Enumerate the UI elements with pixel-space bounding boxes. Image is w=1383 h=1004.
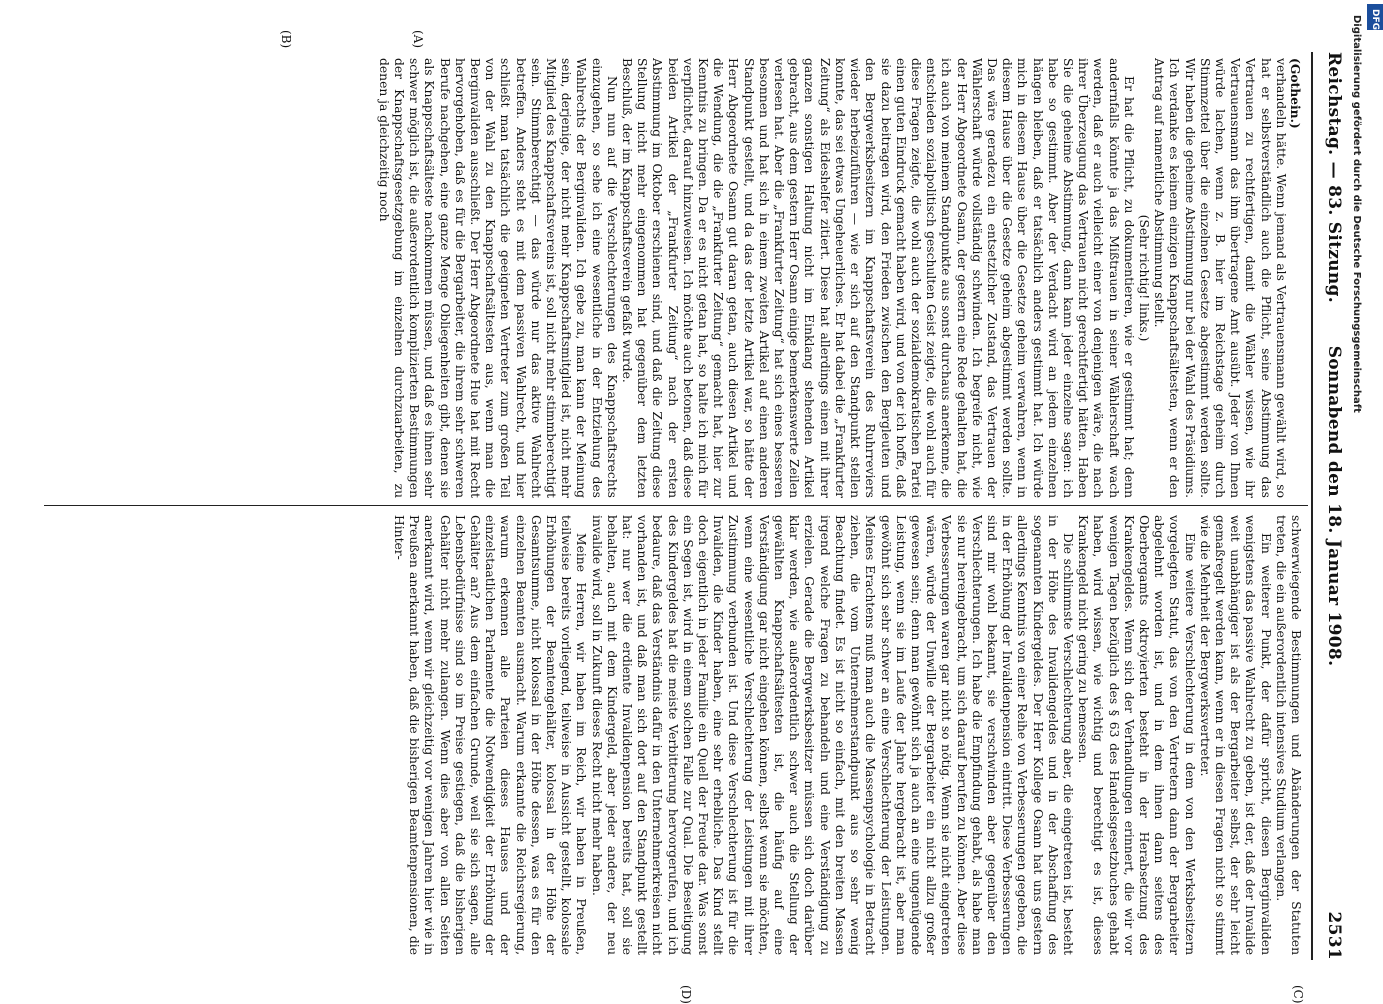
margin-marker-d: (D) <box>679 985 693 1004</box>
left-column <box>44 58 1303 498</box>
paragraph: Die schlimmste Verschlechterung aber, die eingetreten ist, besteht in der Höhe des Invalidengeldes und in der Abschaffung des sogenannten Kindergeldes. Der Herr Kollege Osann hat uns gestern allerdings Kenntnis von einer Reihe von Verbesserungen gegeben, die in der Erhöhung der Invalidenpension eintritt. Diese Verbesserungen sind mir wohl bekannt, sie verschwinden aber gegenüber den Verschlechterungen. Ich habe die Empfindung gehabt, als habe man sie nur hereingebracht, um sich darauf berufen zu können. Aber diese Verbesserungen waren gar nicht so nötig. Wenn sie nicht eingetreten wären, würde der Unwille der Bergarbeiter ein nicht allzu großer gewesen sein; denn man gewöhnt sich ja auch an eine ungenügende Leistung, wenn sie im Laufe der Jahre hergebracht ist, aber man gewöhnt sich sehr schwer an eine Verschlechterung der Leistungen. Meines Erachtens muß man auch die Massenpsychologie in Betracht ziehen, die vom Unternehmerstandpunkt aus so sehr wenig Beachtung findet. Es ist nicht so einfach, mit den breiten Massen irgend welche Fragen zu behandeln und eine Verständigung zu erzielen. Gerade die Bergwerksbesitzer müssen sich doch darüber klar werden, wie außerordentlich schwer auch die Stellung der gewählten Knappschaftsältesten ist, die häufig auf eine Verständigung gar nicht eingehen können, selbst wenn sie möchten, wenn eine wesentliche Verschlechterung der Leistungen mit ihrer Zustimmung verbunden ist. Und diese Verschlechterung ist für die Invaliden, die Kinder haben, eine sehr erhebliche. Das Kind stellt doch eigentlich in jeder Familie ein Quell der Freude dar. Was sonst ein Segen ist, wird in einem solchen Falle zur Qual. Die Beseitigung des Kindergeldes hat die meiste Verbitterung hervorgerufen, und ich bedaure, daß das Verständnis dafür in den Unternehmerkreisen nicht vorhanden ist, und daß man sich dort auf den Standpunkt gestellt hat: nur wer die erdiente Invalidenpension bereits hat, soll sie behalten, auch mit dem Kindergeld, aber jeder andere, der neu invalide wird, soll in Zukunft dieses Recht nicht mehr haben. <box>589 515 1075 955</box>
speaker-name: (Gothein.) <box>1288 58 1303 129</box>
right-column <box>44 515 1303 955</box>
paragraph: Er hat die Pflicht, zu dokumentieren, wie er gestimmt hat; denn andernfalls könnte ja das Mißtrauen in seiner Wählerschaft wach werden, daß er auch vielleicht einer von denjenigen wäre, die nach ihrer Überzeugung das Vertrauen nicht gerechtfertigt hätten. Haben Sie die geheime Abstimmung, dann kann jeder einzelne sagen: ich habe so gestimmt. Aber der Verdacht wird an jedem einzelnen hängen bleiben, daß er tatsächlich anders gestimmt hat. Ich würde mich in diesem Hause über die Gesetze geheim verwahren, wenn in diesem Hause über die Gesetze geheim abgestimmt werden sollte. Das wäre geradezu ein entsetzlicher Zustand, das Vertrauen der Wählerschaft würde vollständig schwinden. Ich begreife nicht, wie der Herr Abgeordnete Osann, der gestern eine Rede gehalten hat, die ich auch von meinem Standpunkte aus sonst durchaus anerkenne, die entschieden sozialpolitisch geschulten Geist zeigte, die wohl auch für diese Fragen zeigte, die wohl auch der sozialdemokratischen Partei einen guten Eindruck gemacht haben wird, und von der ich hoffe, daß sie dazu beitragen wird, den Frieden zwischen den Bergleuten und den Bergwerksbesitzern im Knappschaftsverein des Ruhrreviers wieder herbeizuführen — wie er sich auf den Standpunkt stellen konnte, das sei etwas Ungeheuerliches. Er hat dabei die „Frankfurter Zeitung“ als Eideshelfer zitiert. Diese hat allerdings einen mit ihrer ganzen sonstigen Haltung nicht im Einklang stehenden Artikel gebracht, aus dem gestern Herr Osann einige bemerkenswerte Zeilen verlesen hat. Aber die „Frankfurter Zeitung“ hat sich eines besseren besonnen und hat sich in einem zweiten Artikel auf einen anderen Standpunkt gestellt, und da das der letzte Artikel war, so hätte der Herr Abgeordnete Osann gut daran getan, auch diesen Artikel und die Wendung, die die „Frankfurter Zeitung“ gemacht hat, hier zur Kenntnis zu bringen. Da er es nicht getan hat, so halte ich mich für verpflichtet, darauf hinzuweisen. Ich möchte auch betonen, daß diese beiden Artikel der „Frankfurter Zeitung“ nach der ersten Abstimmung im Oktober erschienen sind, und daß die Zeitung diese Stellung nicht mehr eingenommen hat gegenüber dem letzten Beschluß, der im Knappschaftsverein gefaßt wurde. <box>620 58 1136 498</box>
paragraph: Eine weitere Verschlechterung in dem von den Werksbesitzern vorgelegten Statut, das von den Vertretern dann der Bergarbeiter abgelehnt worden ist, und in dem ihnen dann seitens des Oberbergamts oktroyierten besteht in der Herabsetzung des Krankengeldes. Wenn sich der Verhandlungen erinnert, die wir vor wenigen Tagen bezüglich des § 63 des Handelsgesetzbuches gehabt haben, wird wissen, wie wichtig und berechtigt es ist, dieses Krankengeld nicht gering zu bemessen. <box>1076 515 1197 955</box>
column-divider <box>44 505 1308 506</box>
header-session: Reichstag. — 83. Sitzung. <box>1324 52 1344 303</box>
interjection: (Sehr richtig! links.) <box>1136 214 1151 342</box>
margin-marker-c: (C) <box>1291 985 1305 1004</box>
margin-marker-a: (A) <box>411 30 425 49</box>
dfg-logo: DFG <box>1367 4 1383 30</box>
paragraph: schwerwiegende Bestimmungen und Abänderungen der Statuten treten, die ein außerordentlich intensives Studium verlangen. <box>1273 515 1303 955</box>
paragraph: verhandeln hätte. Wenn jemand als Vertrauensmann gewählt wird, so hat er selbstverständlich auch die Pflicht, seine Abstimmung das Vertrauen zu rechtfertigen, damit die Wähler wissen, wie ihr Vertrauensmann das ihm übertragene Amt ausübt. Jeder von Ihnen würde lachen, wenn z. B. hier im Reichstage geheim durch Stimmzettel über die einzelnen Gesetze abgestimmt werden sollte. Wir haben die geheime Abstimmung nur bei der Wahl des Präsidiums. Ich verdanke es keinem einzigen Knappschaftsältesten, wenn er den Antrag auf namentliche Abstimmung stellt. <box>1152 58 1288 498</box>
paragraph: Ein weiterer Punkt, der dafür spricht, diesen Berginvaliden wenigstens das passive Wahlrecht zu geben, ist der, daß der Invalide weit unabhängiger ist als der Bergarbeiter selbst, der sehr leicht gemaßregelt werden kann, wenn er in diesen Fragen nicht so stimmt wie die Mehrheit der Bergwerksvertreter. <box>1197 515 1273 955</box>
header-rule <box>1311 52 1313 960</box>
header-date: Sonnabend den 18. Januar 1908. <box>1324 345 1344 667</box>
paragraph: Meine Herren, wir haben im Reich, wir haben in Preußen, teilweise bereits vorliegend, teilweise in Aussicht gestellt, kolossale Erhöhungen der Beamtengehälter, kolossal in der Höhe der Gesamtsumme, nicht kolossal in der Höhe dessen, was es für den einzelnen Beamten ausmacht. Warum erkannte die Reichsregierung, warum erkennen alle Parteien dieses Hauses und der einzelstaatlichen Parlamente die Notwendigkeit der Erhöhung der Gehälter an? Aus dem einfachen Grunde, weil sie sich sagen, alle Lebensbedürfnisse sind so im Preise gestiegen, daß die bisherigen Gehälter nicht mehr zulangen. Wenn dies aber von allen Seiten anerkannt wird, wenn wir gleichzeitig vor wenigen Jahren hier wie in Preußen anerkannt haben, daß die bisherigen Beamtenpensionen, die Hinter- <box>392 515 589 955</box>
page-header <box>1314 52 1348 960</box>
page-number: 2531 <box>1324 911 1344 960</box>
digitization-credit: Digitalisierung gefördert durch die Deutsche Forschungsgemeinschaft <box>1351 15 1362 413</box>
paragraph: Nun nun auf die Verschlechterungen des Knappschaftsrechts einzugehen, so sehe ich eine wesentliche in der Entziehung des Wahlrechts der Berginvaliden. Ich gebe zu, man kann der Meinung sein, derjenige, der nicht mehr Knappschaftsmitglied ist, nicht mehr Mitglied des Knappschaftsvereins ist, soll nicht mehr stimmberechtigt sein. Stimmberechtigt — das würde nur das aktive Wahlrecht betreffen. Anders steht es mit dem passiven Wahlrecht, und hier schließt man tatsächlich die geeigneten Vertreter zum großen Teil von der Wahl zu den Knappschaftsältesten aus, wenn man die Berginvaliden ausschließt. Der Herr Abgeordnete Hue hat mit Recht hervorgehoben, daß es für die Bergarbeiter, die ihrem sehr schweren Berufe nachgehen, eine ganze Menge Obliegenheiten gibt, denen sie als Knappschaftsälteste nachkommen müssen, und daß es ihnen sehr schwer möglich ist, die außerordentlich komplizierten Bestimmungen der Knappschaftsgesetzgebung im einzelnen durchzuarbeiten, zu denen ja gleichzeitig noch <box>376 58 619 498</box>
margin-marker-b: (B) <box>279 30 293 49</box>
